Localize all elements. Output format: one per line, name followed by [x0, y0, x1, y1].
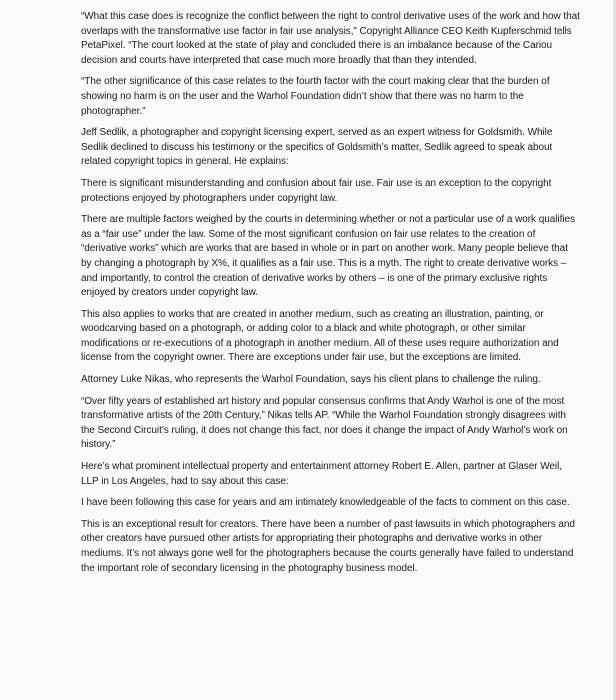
paragraph-nikas-quote: “Over fifty years of established art history and popular consensus confirms that Andy Warhol is one of the most transformative artists of the 20th Century,” Nikas tells AP. “While the Warhol Foundation strongly disagrees with the Second Circuit’s ruling, it does not change this fact, nor does it change the impact of Andy Warhol’s work on history.”	[81, 395, 568, 451]
paragraph-allen-intro: Here’s what prominent intellectual property and entertainment attorney Robert E. Allen, partner at Glaser Weil, LLP in Los Angeles, had to say about this case:	[81, 461, 562, 487]
paragraph-kupferschmid-quote: “What this case does is recognize the conflict between the right to control derivative uses of the work and how that overlaps with the transformative use factor in fair use analysis,” Copyright Alliance CEO Keith Kupferschmid tells PetaPixel. “The court looked at the state of play and concluded there is an imbalance because of the Cariou decision and courts have interpreted that case much more broadly that than they intended.	[81, 11, 580, 66]
paragraph-nikas-intro: Attorney Luke Nikas, who represents the Warhol Foundation, says his client plans to challenge the ruling.	[81, 374, 541, 386]
paragraph-allen-following: I have been following this case for years and am intimately knowledgeable of the facts to comment on this case.	[81, 497, 570, 509]
paragraph-sedlik-intro: Jeff Sedlik, a photographer and copyright licensing expert, served as an expert witness for Goldsmith. While Sedlik declined to discuss his testimony or the specifics of Goldsmith’s matter, Sedlik agreed to speak about related copyright topics in general. He explains:	[81, 127, 553, 168]
paragraph-other-mediums: This also applies to works that are created in another medium, such as creating an illustration, painting, or woodcarving based on a photograph, or adding color to a black and white photograph, or other similar modifications or re-executions of a photograph in another medium. All of these uses require authorization and license from the copyright owner. There are exceptions under fair use, but the exceptions are limited.	[81, 308, 559, 364]
paragraph-exceptional-result: This is an exceptional result for creators. There have been a number of past lawsuits in which photographers and other creators have pursued other artists for appropriating their photographs and derivative works in other mediums. It’s not always gone well for the photographers because the courts generally have failed to understand the important role of secondary licensing in the photography business model.	[81, 518, 575, 574]
paragraph-fourth-factor: “The other significance of this case relates to the fourth factor with the court making clear that the burden of showing no harm is on the user and the Warhol Foundation didn’t show that there was no harm to the photographer.”	[81, 76, 550, 117]
paragraph-fair-use-confusion: There is significant misunderstanding and confusion about fair use. Fair use is an exception to the copyright protections enjoyed by photographers under copyright law.	[81, 177, 552, 204]
paragraph-derivative-works: There are multiple factors weighed by the courts in determining whether or not a particular use of a work qualifies as a “fair use” under the law. Some of the most significant confusion on fair use relates to the creation of “derivative works” which are works that are based in whole or in part on another work. Many people believe that by changing a photograph by X%, it qualifies as a fair use. This is a myth. The right to create derivative works – and importantly, to control the creation of derivative works by others – is one of the primary exclusive rights enjoyed by creators under copyright law.	[81, 214, 575, 299]
